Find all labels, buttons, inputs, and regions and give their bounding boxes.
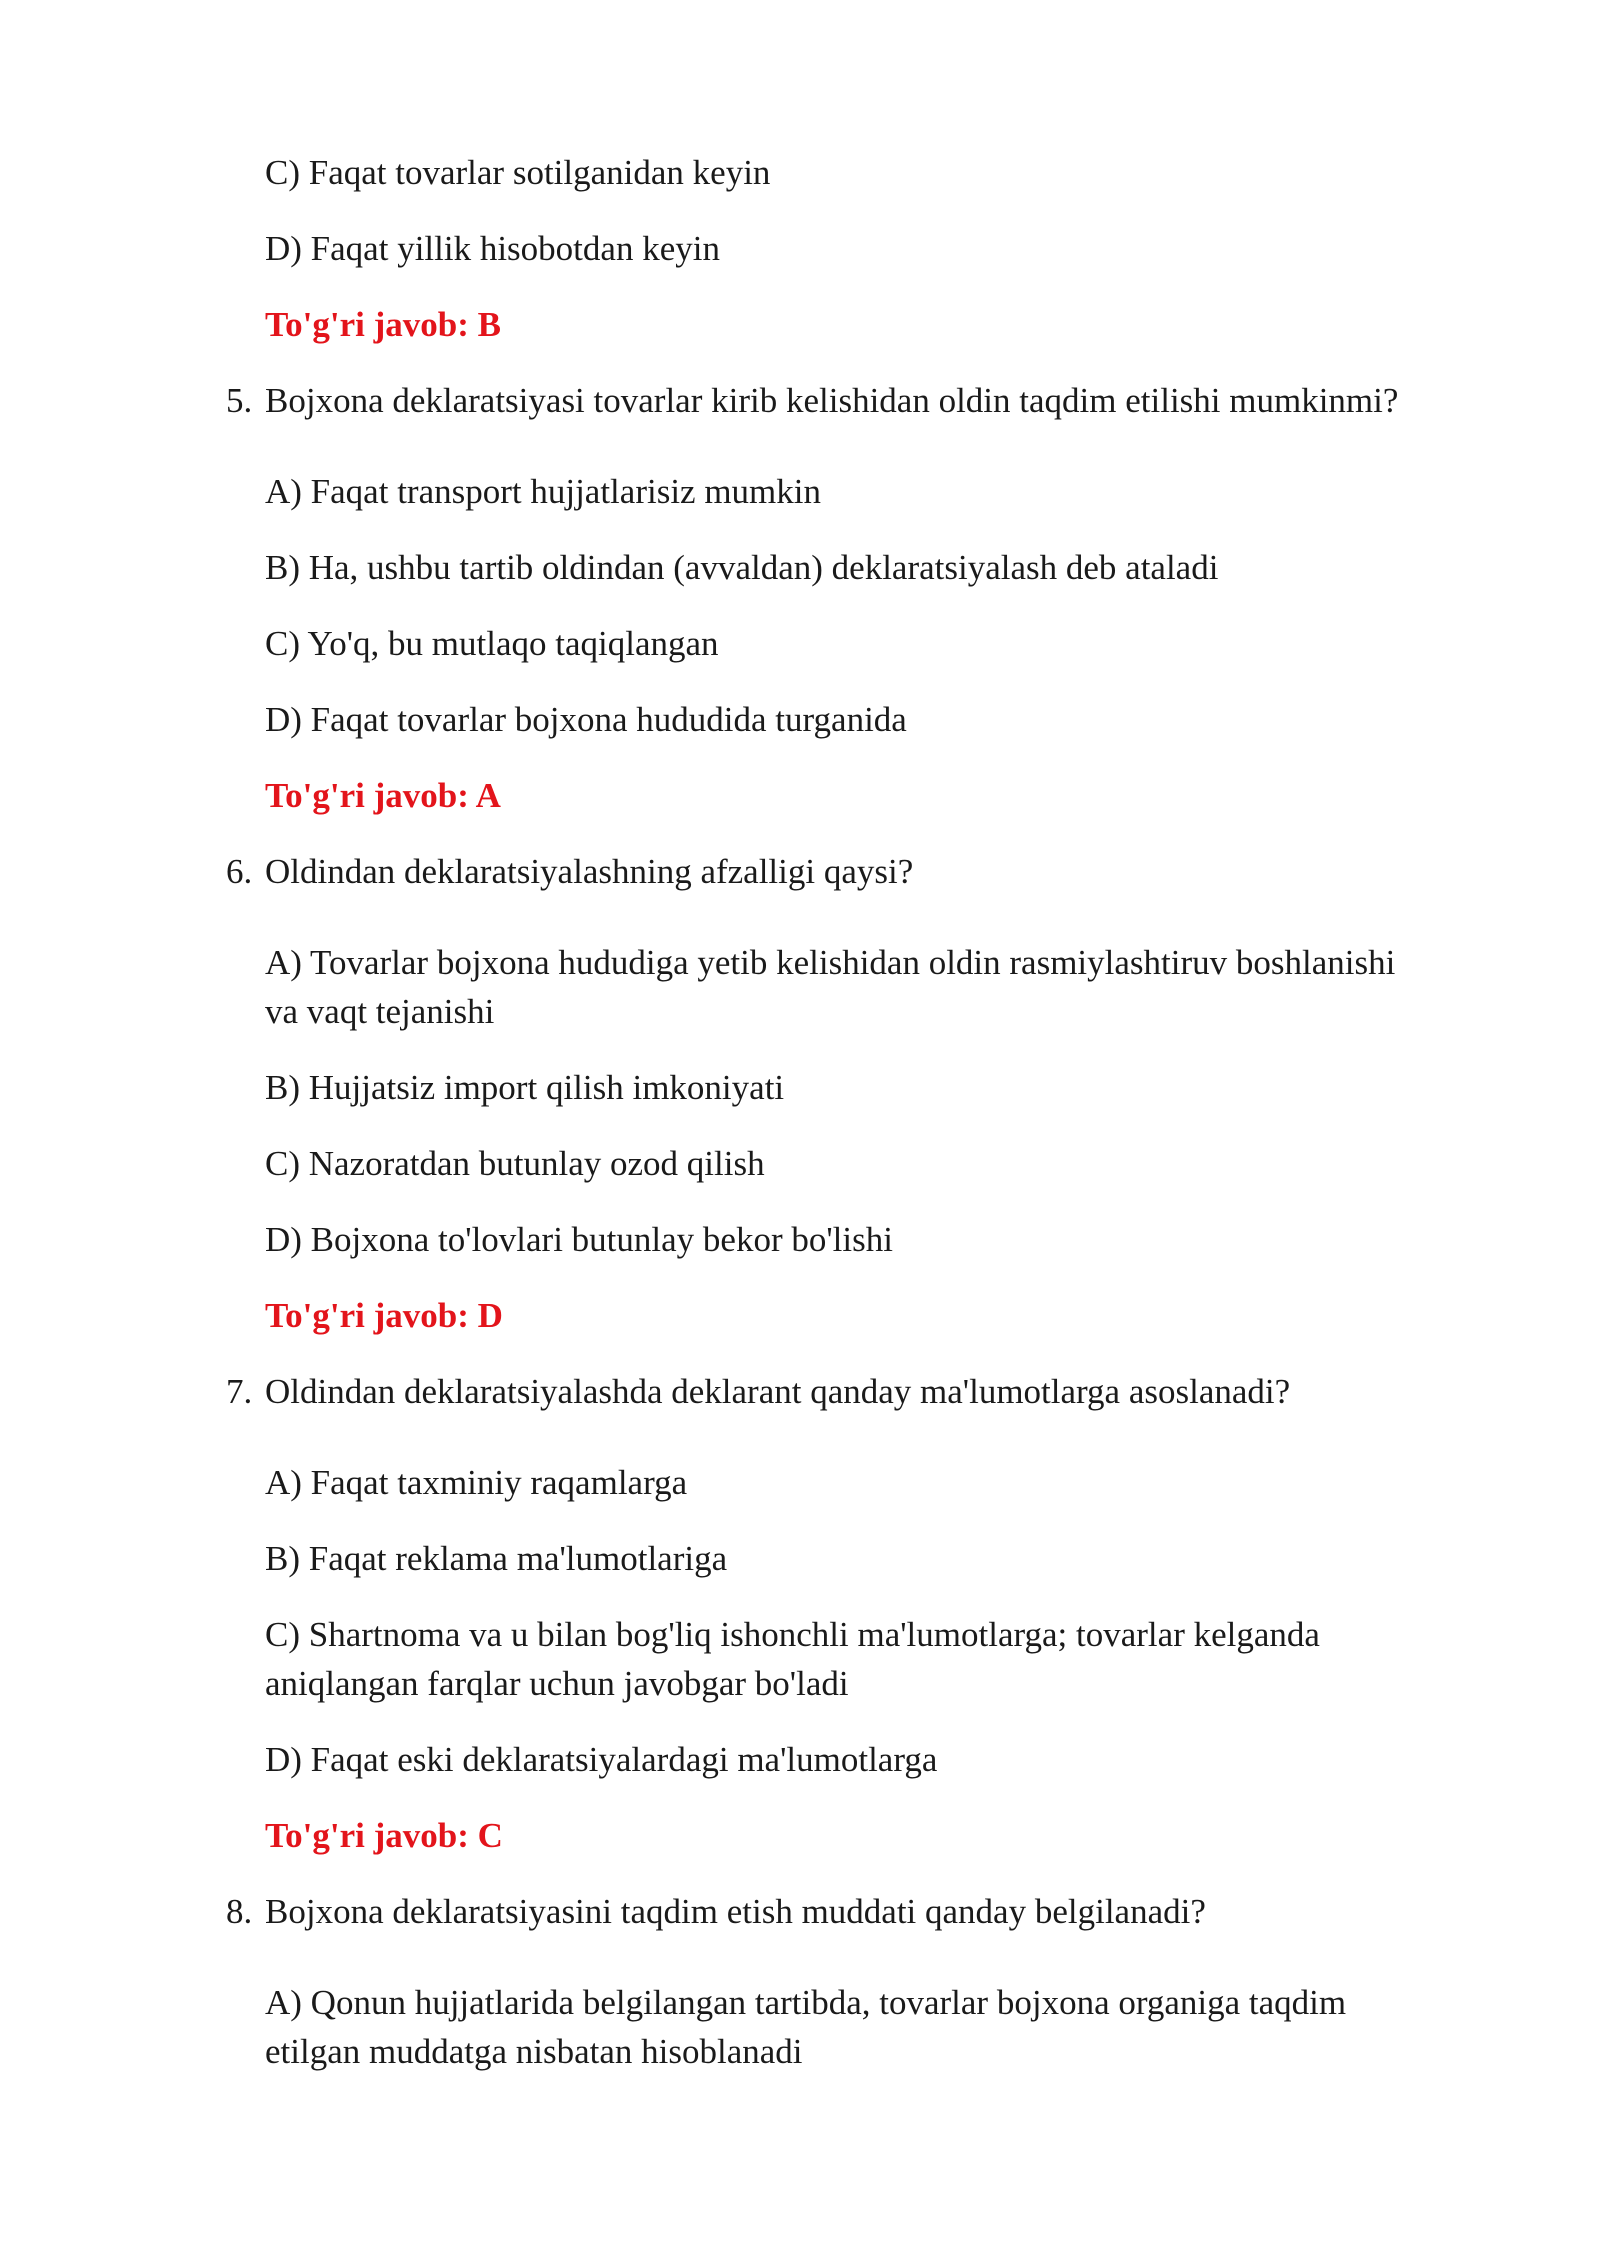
question-text: Bojxona deklaratsiyasi tovarlar kirib kelishidan oldin taqdim etilishi mumkinmi? (265, 381, 1399, 420)
option-line: C) Nazoratdan butunlay ozod qilish (265, 1144, 765, 1183)
correct-answer: To'g'ri javob: A (265, 776, 501, 815)
option-line: A) Qonun hujjatlarida belgilangan tartibda, tovarlar bojxona organiga taqdim (265, 1983, 1347, 2022)
option-line-continued: aniqlangan farqlar uchun javobgar bo'ladi (265, 1664, 849, 1703)
correct-answer: To'g'ri javob: B (265, 305, 501, 344)
question-number: 7. (226, 1372, 253, 1411)
option-line: D) Bojxona to'lovlari butunlay bekor bo'lishi (265, 1220, 893, 1259)
question-number: 8. (226, 1892, 253, 1931)
option-line: A) Faqat taxminiy raqamlarga (265, 1463, 688, 1502)
question-text: Oldindan deklaratsiyalashda deklarant qanday ma'lumotlarga asoslanadi? (265, 1372, 1291, 1411)
question-number: 6. (226, 852, 253, 891)
correct-answer: To'g'ri javob: C (265, 1816, 503, 1855)
option-line: A) Faqat transport hujjatlarisiz mumkin (265, 472, 822, 511)
option-line: D) Faqat eski deklaratsiyalardagi ma'lumotlarga (265, 1740, 938, 1779)
question-number: 5. (226, 381, 253, 420)
question-text: Bojxona deklaratsiyasini taqdim etish muddati qanday belgilanadi? (265, 1892, 1206, 1931)
option-line-continued: etilgan muddatga nisbatan hisoblanadi (265, 2032, 803, 2071)
option-line: C) Yo'q, bu mutlaqo taqiqlangan (265, 624, 719, 663)
option-line: B) Faqat reklama ma'lumotlariga (265, 1539, 728, 1578)
option-line: A) Tovarlar bojxona hududiga yetib kelishidan oldin rasmiylashtiruv boshlanishi (265, 943, 1396, 982)
correct-answer: To'g'ri javob: D (265, 1296, 503, 1335)
option-line: B) Ha, ushbu tartib oldindan (avvaldan) deklaratsiyalash deb ataladi (265, 548, 1219, 587)
option-line: B) Hujjatsiz import qilish imkoniyati (265, 1068, 785, 1107)
option-line-continued: va vaqt tejanishi (265, 992, 495, 1031)
option-line: D) Faqat tovarlar bojxona hududida turganida (265, 700, 907, 739)
option-line: C) Faqat tovarlar sotilganidan keyin (265, 153, 771, 192)
question-text: Oldindan deklaratsiyalashning afzalligi qaysi? (265, 852, 914, 891)
option-line: D) Faqat yillik hisobotdan keyin (265, 229, 720, 268)
option-line: C) Shartnoma va u bilan bog'liq ishonchli ma'lumotlarga; tovarlar kelganda (265, 1615, 1320, 1654)
